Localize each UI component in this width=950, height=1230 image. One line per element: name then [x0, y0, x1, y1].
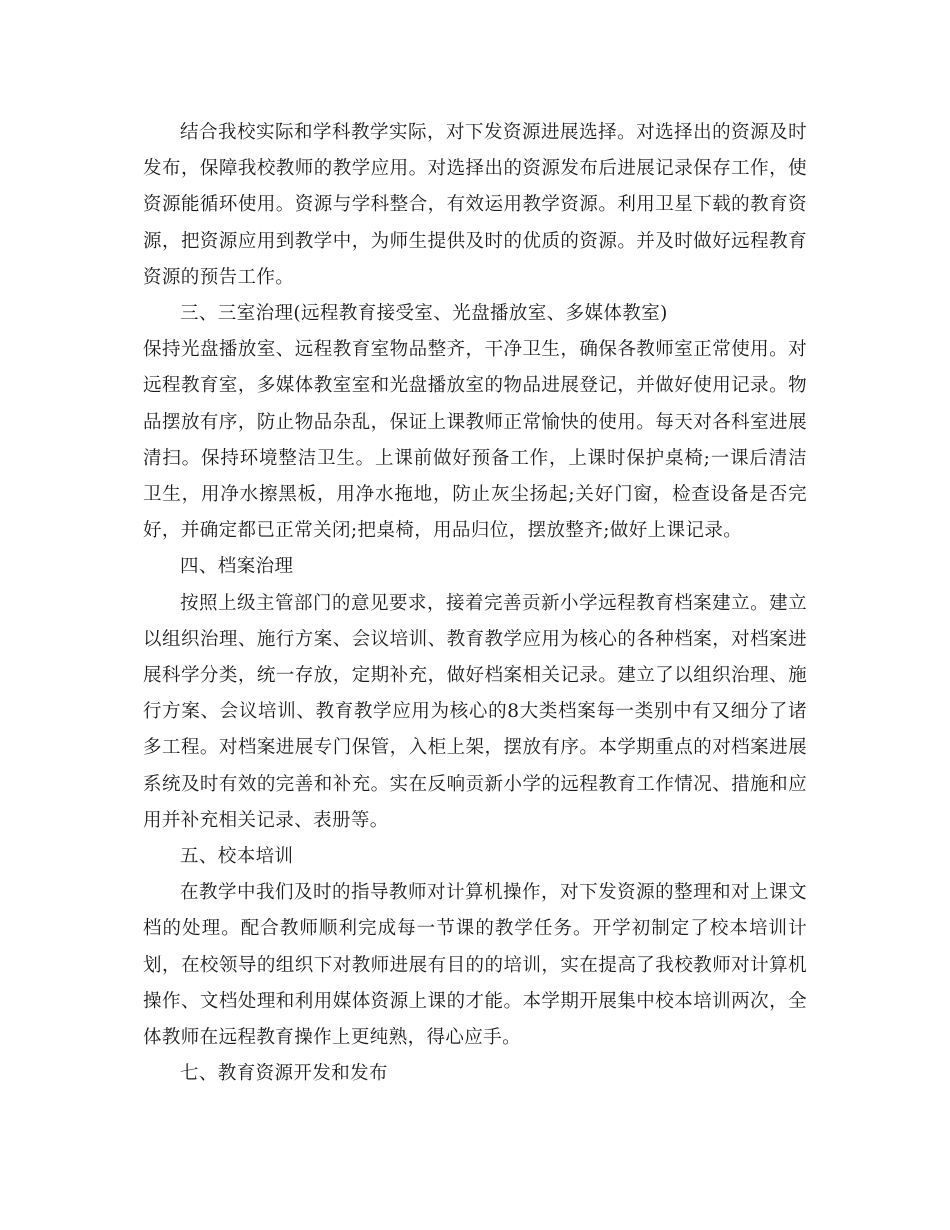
paragraph-archive-management: 按照上级主管部门的意见要求，接着完善贡新小学远程教育档案建立。建立以组织治理、施行方案、会议培训、教育教学应用为核心的各种档案，对档案进展科学分类，统一存放，定期补充，做好档案相关记录。建立了以组织治理、施行方案、会议培训、教育教学应用为核心的8大类档案每一类别中有又细分了诸多工程。对档案进展专门保管，入柜上架，摆放有序。本学期重点的对档案进展系统及时有效的完善和补充。实在反响贡新小学的远程教育工作情况、措施和应用并补充相关记录、表册等。: [143, 592, 807, 831]
paragraph-room-maintenance: 保持光盘播放室、远程教育室物品整齐，干净卫生，确保各教师室正常使用。对远程教育室，多媒体教室室和光盘播放室的物品进展登记，并做好使用记录。物品摆放有序，防止物品杂乱，保证上课教师正常愉快的使用。每天对各科室进展清扫。保持环境整洁卫生。上课前做好预备工作，上课时保护桌椅;一课后清洁卫生，用净水擦黑板，用净水拖地，防止灰尘扬起;关好门窗，检查设备是否完好，并确定都已正常关闭;把桌椅，用品归位，摆放整齐;做好上课记录。: [143, 339, 807, 542]
heading-school-training: 五、校本培训: [180, 846, 294, 868]
document-body: [143, 115, 807, 1092]
heading-resource-development: 七、教育资源开发和发布: [180, 1063, 388, 1085]
heading-three-rooms: 三、三室治理(远程教育接受室、光盘播放室、多媒体教室): [180, 303, 668, 325]
paragraph-school-training: 在教学中我们及时的指导教师对计算机操作，对下发资源的整理和对上课文档的处理。配合教师顺利完成每一节课的教学任务。开学初制定了校本培训计划，在校领导的组织下对教师进展有目的的培训，实在提高了我校教师对计算机操作、文档处理和利用媒体资源上课的才能。本学期开展集中校本培训两次，全体教师在远程教育操作上更纯熟，得心应手。: [143, 882, 807, 1049]
paragraph-resource-selection: 结合我校实际和学科教学实际，对下发资源进展选择。对选择出的资源及时发布，保障我校教师的教学应用。对选择出的资源发布后进展记录保存工作，使资源能循环使用。资源与学科整合，有效运用教学资源。利用卫星下载的教育资源，把资源应用到教学中，为师生提供及时的优质的资源。并及时做好远程教育资源的预告工作。: [143, 122, 807, 288]
heading-archive-management: 四、档案治理: [180, 556, 294, 578]
